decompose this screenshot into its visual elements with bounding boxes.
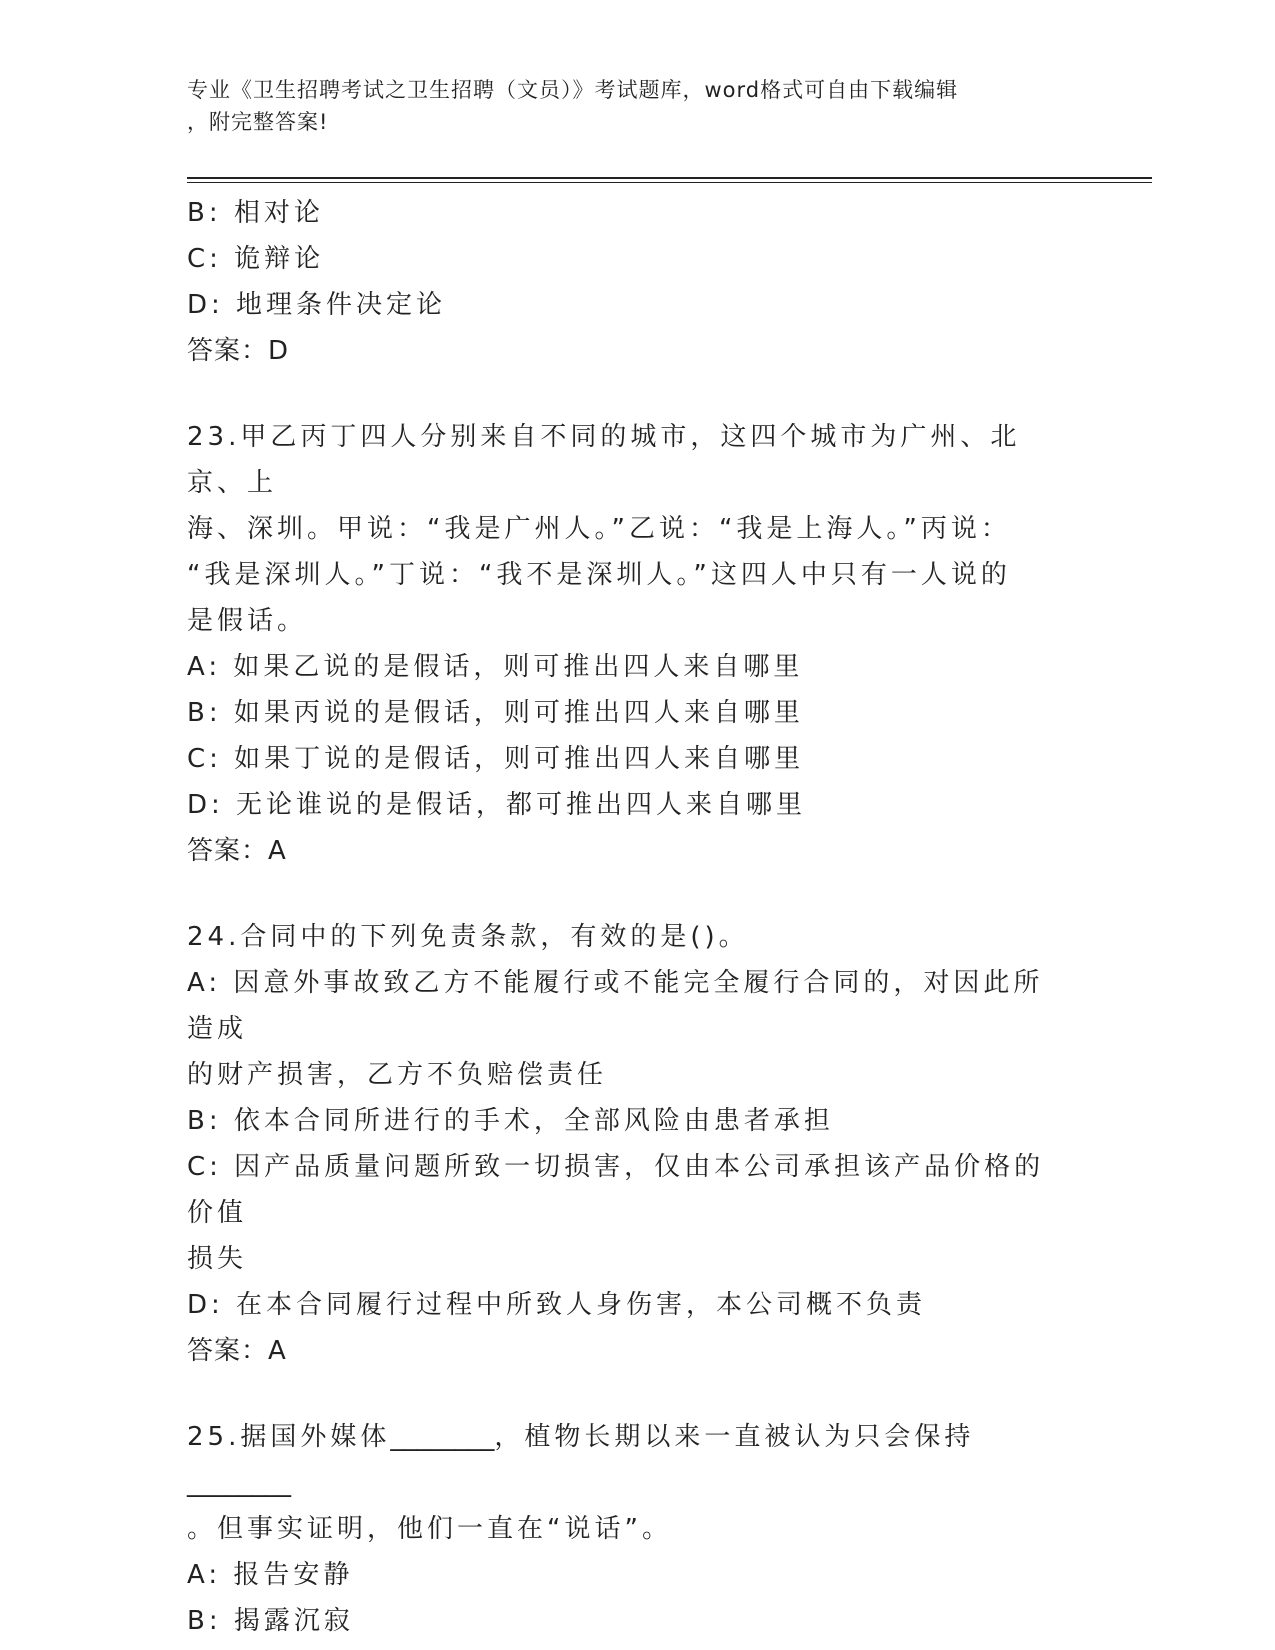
option-c: C: 如果丁说的是假话，则可推出四人来自哪里 (187, 744, 805, 774)
option-a: A: 如果乙说的是假话，则可推出四人来自哪里 (187, 652, 804, 682)
option-c-continued: 损失 (187, 1244, 248, 1274)
question-text: ，植物长期以来一直被认为只会保持 (494, 1422, 975, 1452)
option-c: C: 因产品质量问题所致一切损害，仅由本公司承担该产品价格的价值 (187, 1152, 1045, 1228)
fill-blank: ________ (390, 1422, 495, 1452)
question-text-line: “我是深圳人。”丁说：“我不是深圳人。”这四人中只有一人说的 (187, 560, 1011, 590)
header-rule-thin (187, 182, 1152, 183)
answer: 答案：D (187, 336, 290, 366)
question-text-line: 24.合同中的下列免责条款，有效的是()。 (187, 922, 749, 952)
option-b: B: 如果丙说的是假话，则可推出四人来自哪里 (187, 698, 804, 728)
option-a-continued: 的财产损害，乙方不负赔偿责任 (187, 1060, 608, 1090)
question-text-line: 海、深圳。甲说：“我是广州人。”乙说：“我是上海人。”丙说： (187, 514, 1011, 544)
header-rule-thick (187, 177, 1152, 179)
document-header (187, 74, 1067, 138)
answer: 答案：A (187, 1336, 287, 1366)
question-24 (187, 914, 1067, 1374)
option-c: C: 诡辩论 (187, 244, 325, 274)
option-b: B: 依本合同所进行的手术，全部风险由患者承担 (187, 1106, 834, 1136)
option-d: D: 在本合同履行过程中所致人身伤害，本公司概不负责 (187, 1290, 927, 1320)
question-25 (187, 1414, 1067, 1644)
option-d: D: 地理条件决定论 (187, 290, 447, 320)
question-text: 25.据国外媒体 (187, 1422, 391, 1452)
question-text-line (187, 1414, 1067, 1506)
option-d: D: 无论谁说的是假话，都可推出四人来自哪里 (187, 790, 807, 820)
option-a: A: 因意外事故致乙方不能履行或不能完全履行合同的，对因此所造成 (187, 968, 1044, 1044)
document-body (187, 190, 1067, 1644)
question-22-continued (187, 190, 1067, 374)
question-text-line: 。但事实证明，他们一直在“说话”。 (187, 1514, 672, 1544)
option-a: A: 报告安静 (187, 1560, 354, 1590)
header-line-1: 专业《卫生招聘考试之卫生招聘（文员）》考试题库，word格式可自由下载编辑 (187, 78, 959, 102)
question-text-line: 23.甲乙丙丁四人分别来自不同的城市，这四个城市为广州、北京、上 (187, 422, 1021, 498)
option-b: B: 揭露沉寂 (187, 1606, 354, 1636)
header-line-2: ，附完整答案! (187, 110, 329, 134)
question-23 (187, 414, 1067, 874)
fill-blank: ________ (187, 1468, 291, 1498)
answer: 答案：A (187, 836, 287, 866)
option-b: B: 相对论 (187, 198, 324, 228)
question-text-line: 是假话。 (187, 606, 308, 636)
